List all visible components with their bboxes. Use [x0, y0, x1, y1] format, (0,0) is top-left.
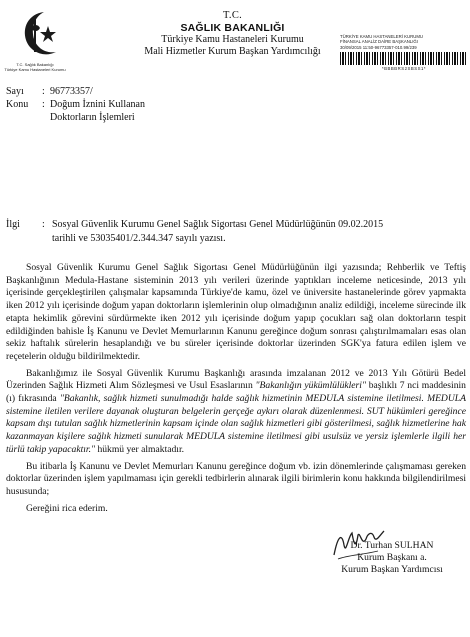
- konu-value-line1: Doğum İznini Kullanan: [50, 99, 145, 110]
- body-paragraph-4: Gereğini rica ederim.: [26, 502, 108, 514]
- ministry-logo: [14, 6, 66, 64]
- barcode-icon: [340, 52, 468, 65]
- sayi-row: [6, 86, 306, 99]
- header-institution: Türkiye Kamu Hastaneleri Kurumu: [161, 34, 304, 45]
- sayi-colon: :: [42, 86, 45, 97]
- stamp-line3: 30/09/2015 11:50-96773357-010.99/239: [340, 44, 417, 50]
- konu-row: [6, 99, 306, 125]
- konu-value-line2: Doktorların İşlemleri: [50, 112, 135, 123]
- sayi-label: Sayı: [6, 86, 24, 97]
- p2-text-c: başlıklı 7 nci maddesinin (ı) fıkrasında: [6, 380, 466, 405]
- header-department: Mali Hizmetler Kurum Başkan Yardımcılığı: [144, 46, 321, 57]
- body-paragraph-2: [6, 368, 466, 457]
- barcode-text: *BBBBRS2SBSS1*: [381, 66, 427, 72]
- document-barcode-stamp: [340, 34, 468, 72]
- header-ministry: SAĞLIK BAKANLIĞI: [180, 22, 285, 34]
- body-paragraph-1: Sosyal Güvenlik Kurumu Genel Sağlık Sigortası Genel Müdürlüğünün ilgi yazısında; Rehberlik ve Teftiş Başkanlığının Medula-Hastane sisteminin 2013 yılı verileri üzerinde yaptıkları inceleme neticesinde, 2013 yılı içerisinde gerçekleştirilen çalışmalar kapsamında Türkiye'de kamu, özel ve üniversite hastanelerinde görev yapmakta iken 2012 yılı içerisinde doğum yapan doktorların işlemlerinin olup olmadığının analiz edildiği, inceleme sürecinde ilk etapta hekimlik görevini sürdürmekte iken 2012 yılı içerisinde doğum yapıp çocukları sağ olan doktorların tespit edildiğinden bahisle İş Kanunu ve Devlet Memurlarının Kanunu gereğince doğum sonrası çalıştırılmamaları esas olan sekiz haftalık sürelerin hesaplandığı ve bu süreler içerisinde doktorlar üzerinden SGK'ya fatura edilen işlem ve reçetelerin olduğu bildirilmektedir.: [6, 262, 466, 362]
- stamp-line2: FİNANSAL ANALİZ DAİRE BAŞKANLIĞI: [340, 39, 418, 45]
- logo-caption-line1: T.C. Sağlık Bakanlığı: [16, 62, 54, 67]
- signatory-title1: Kurum Başkanı a.: [357, 552, 427, 563]
- signatory-title2: Kurum Başkan Yardımcısı: [341, 564, 443, 575]
- crescent-star-icon: [14, 6, 66, 64]
- logo-caption-line2: Türkiye Kamu Hastaneleri Kurumu: [4, 67, 66, 72]
- signature-block: [318, 540, 466, 576]
- ilgi-value: [52, 218, 462, 246]
- ilgi-label: İlgi: [6, 219, 20, 230]
- letter-body: [6, 262, 466, 519]
- ilgi-colon: :: [42, 219, 45, 230]
- sayi-value: 96773357/: [50, 86, 93, 97]
- signatory-name: Dr. Turhan SULHAN: [350, 540, 434, 551]
- konu-colon: :: [42, 99, 45, 110]
- stamp-line1: TÜRKİYE KAMU HASTANELERİ KURUMU: [340, 34, 424, 39]
- header-tc: T.C.: [222, 10, 243, 21]
- p2-quote-title: "Bakanlığın yükümlülükleri": [255, 380, 366, 392]
- letterhead: [130, 10, 335, 58]
- konu-label: Konu: [6, 99, 29, 110]
- ilgi-line2: tarihli ve 53035401/2.344.347 sayılı yazısı.: [52, 233, 226, 244]
- body-paragraph-3: Bu itibarla İş Kanunu ve Devlet Memurları Kanunu gereğince doğum vb. izin dönemlerinde çalışmaması gereken doktorlar üzerinden işlem yapılmaması için gerekli tedbirlerin alınarak ilgili birimlerin konu hakkında bilgilendirilmesi hususunda;: [6, 460, 466, 497]
- p2-text-a: Bakanlığımız ile Sosyal Güvenlik Kurumu Başkanlığı arasında imzalanan 2012 ve 2013 Yılı Götürü Bedel Üzerinden Sağlık Hizmeti Alım Sözleşmesi ve Usul Esaslarının: [6, 367, 466, 392]
- p2-quote-body: "Bakanlık, sağlık hizmeti sunulmadığı halde sağlık hizmetinin MEDULA sistemine iletilmesi. MEDULA sistemine iletilen verilere dayanak oluşturan belgelerin gerçeğe aykırı olarak düzenlenmesi. SUT hükümleri gereğince kapsam dışı tutulan sağlık hizmetlerinin kapsam içinde olan sağlık hizmetleri gibi gösterilmesi, sağlık hizmetlerine hak kazanmayan kişilere sağlık hizmeti sunularak MEDULA sistemine iletilmesi gibi usulsüz ve yersiz işlemlerle ilgili her türlü takip yapacaktır.": [6, 393, 466, 455]
- logo-caption: [0, 62, 70, 72]
- ilgi-line1: Sosyal Güvenlik Kurumu Genel Sağlık Sigortası Genel Müdürlüğünün 09.02.2015: [52, 219, 384, 230]
- p2-text-e: hükmü yer almaktadır.: [97, 443, 185, 455]
